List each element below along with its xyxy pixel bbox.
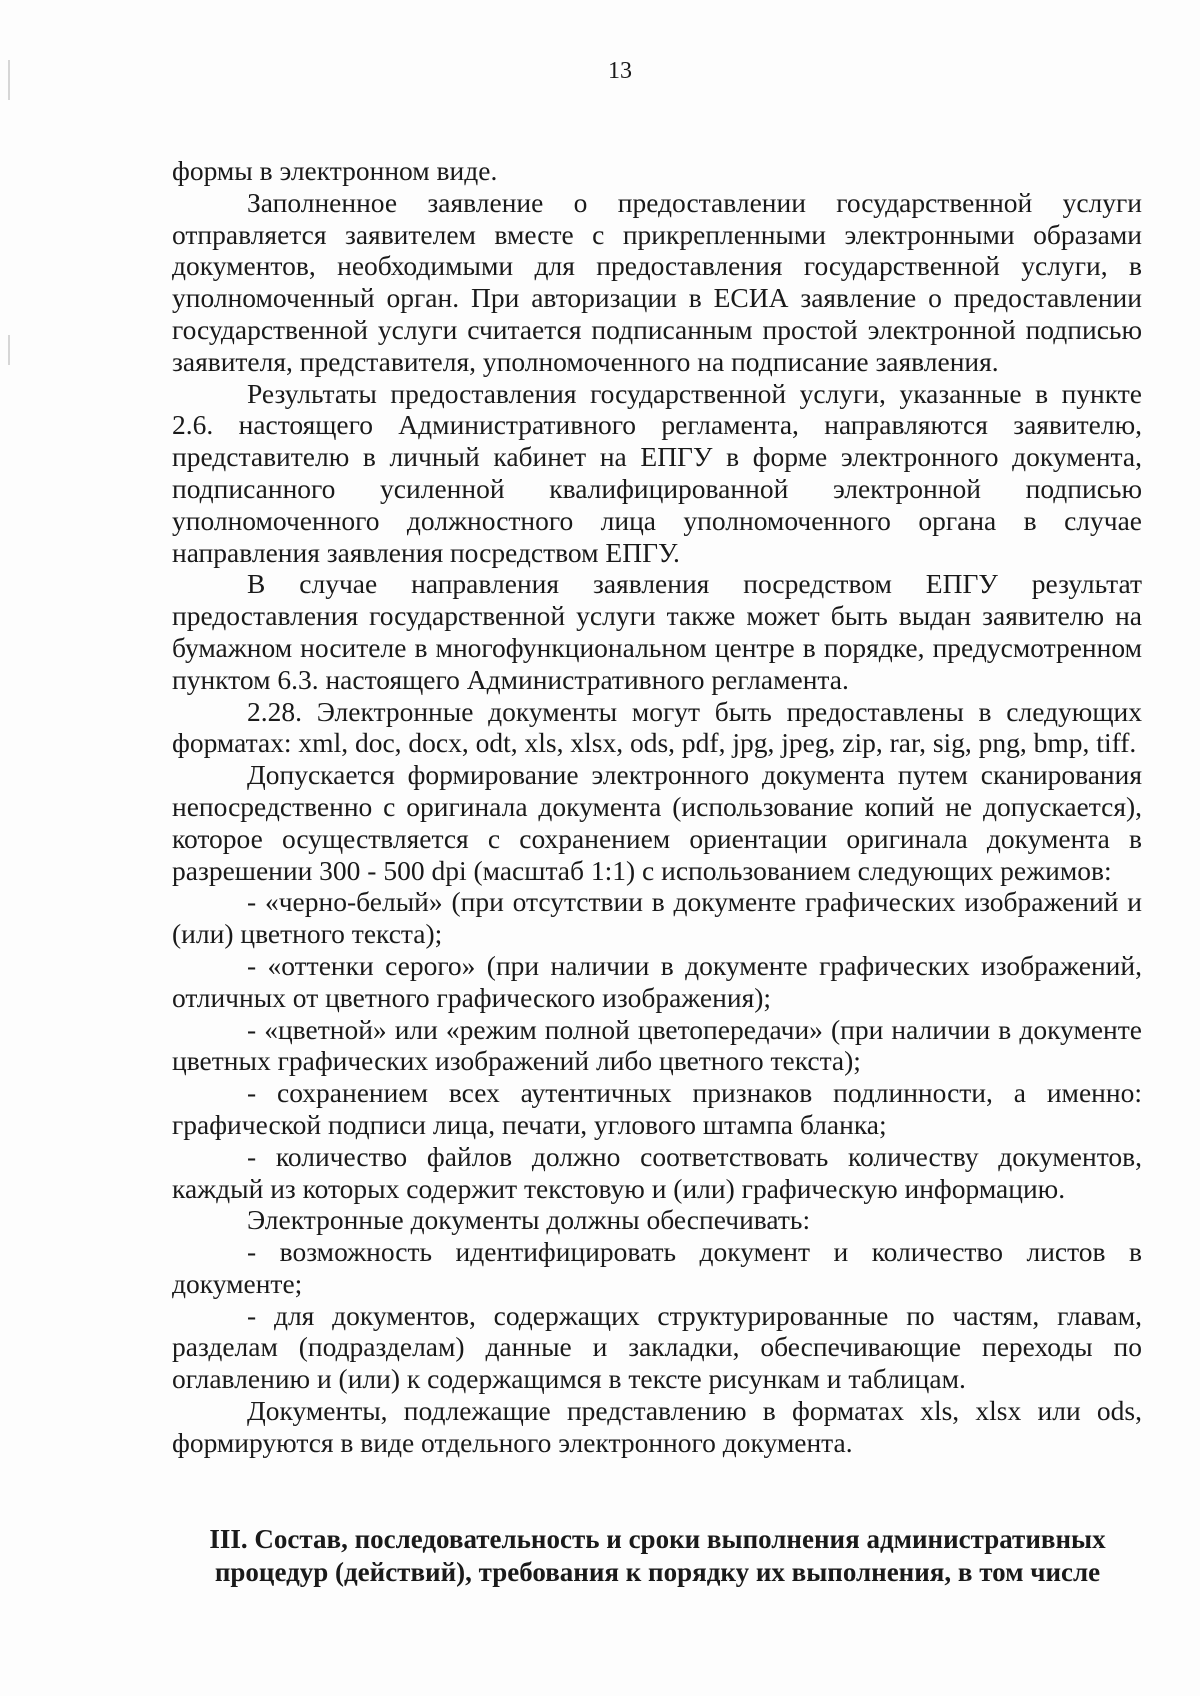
page-number: 13 xyxy=(608,58,632,84)
scan-edge-mark xyxy=(8,335,10,365)
list-item: - «цветной» или «режим полной цветопередачи» (при наличии в документе цветных графических изображений либо цветного текста); xyxy=(172,1013,1142,1077)
paragraph: 2.28. Электронные документы могут быть предоставлены в следующих форматах: xml, doc, docx, odt, xls, xlsx, ods, pdf, jpg, jpeg, zip, rar, sig, png, bmp, tiff. xyxy=(172,695,1142,759)
list-item: - «оттенки серого» (при наличии в документе графических изображений, отличных от цветного графического изображения); xyxy=(172,949,1142,1013)
paragraph: Результаты предоставления государственной услуги, указанные в пункте 2.6. настоящего Административного регламента, направляются заявителю, представителю в личный кабинет на ЕПГУ в форме электронного документа, подписанного усиленной квалифицированной электронной подписью уполномоченного должностного лица уполномоченного органа в случае направления заявления посредством ЕПГУ. xyxy=(172,377,1142,568)
paragraph: Электронные документы должны обеспечивать: xyxy=(247,1204,811,1236)
document-body xyxy=(172,155,1142,1459)
list-item: - для документов, содержащих структурированные по частям, главам, разделам (подразделам) данные и закладки, обеспечивающие переходы по оглавлению и (или) к содержащимся в тексте рисункам и таблицам. xyxy=(172,1299,1142,1395)
paragraph: формы в электронном виде. xyxy=(172,155,498,186)
section-heading: III. Состав, последовательность и сроки выполнения административных процедур (действий), требования к порядку их выполнения, в том числе xyxy=(209,1524,1106,1587)
list-item: - «черно-белый» (при отсутствии в документе графических изображений и (или) цветного текста); xyxy=(172,886,1142,950)
paragraph: Допускается формирование электронного документа путем сканирования непосредственно с оригинала документа (использование копий не допускается), которое осуществляется с сохранением ориентации оригинала документа в разрешении 300 - 500 dpi (масштаб 1:1) с использованием следующих режимов: xyxy=(172,759,1142,886)
paragraph: Заполненное заявление о предоставлении государственной услуги отправляется заявителем вместе с прикрепленными электронными образами документов, необходимыми для предоставления государственной услуги, в уполномоченный орган. При авторизации в ЕСИА заявление о предоставлении государственной услуги считается подписанным простой электронной подписью заявителя, представителя, уполномоченного на подписание заявления. xyxy=(172,186,1142,377)
list-item: - сохранением всех аутентичных признаков подлинности, а именно: графической подписи лица, печати, углового штампа бланка; xyxy=(172,1077,1142,1140)
paragraph: Документы, подлежащие представлению в форматах xls, xlsx или ods, формируются в виде отдельного электронного документа. xyxy=(172,1395,1142,1458)
paragraph: В случае направления заявления посредством ЕПГУ результат предоставления государственной услуги также может быть выдан заявителю на бумажном носителе в многофункциональном центре в порядке, предусмотренном пунктом 6.3. настоящего Административного регламента. xyxy=(172,568,1142,695)
list-item: - возможность идентифицировать документ и количество листов в документе; xyxy=(172,1236,1142,1299)
list-item: - количество файлов должно соответствовать количеству документов, каждый из которых содержит текстовую и (или) графическую информацию. xyxy=(172,1140,1142,1204)
